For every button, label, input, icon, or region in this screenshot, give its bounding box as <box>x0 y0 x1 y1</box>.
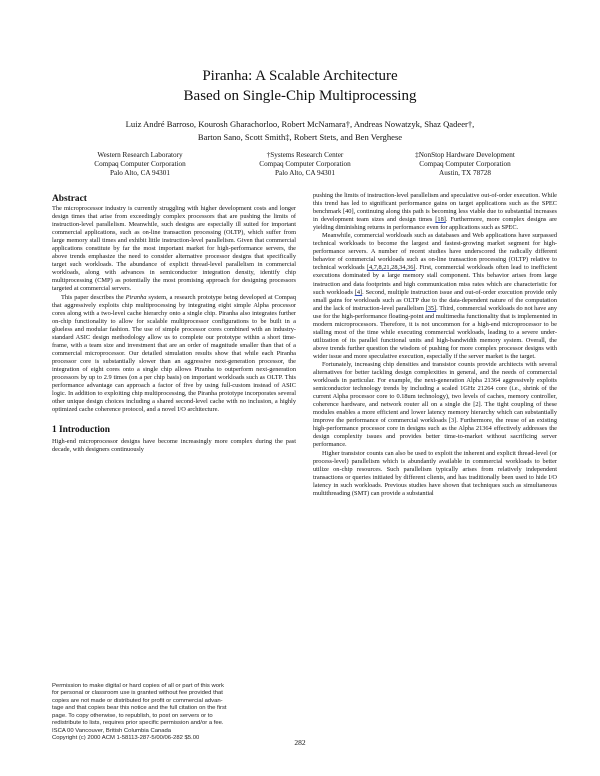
affiliation-nonstop <box>375 151 555 179</box>
affiliation-org: Compaq Computer Corporation <box>259 160 351 169</box>
permission-line: ISCA 00 Vancouver, British Columbia Canada <box>52 727 172 734</box>
text-run: pushing the limits of instruction-level parallelism and speculative out-of-order execution. While this trend has led to significant performance gains on target applications such as the SPEC benchmark [40], continuing along this path is becoming less viable due to substantial increases in development team sizes and design times <box>313 192 557 224</box>
affiliations <box>40 151 560 181</box>
abstract-paragraph-1: The microprocessor industry is currently struggling with higher development costs and longer design times that arise from exceedingly complex processors that are pushing the limits of instruction-level parallelism. Meanwhile, such designs are especially ill suited for important commercial applications, such as on-line transaction processing (OLTP), which suffer from large memory stall times and exhibit little instruction-level parallelism. Given that commercial applications constitute by far the most important market for high-performance servers, the above trends emphasize the need to consider alternative processor designs that specifically target such workloads. The abundance of explicit thread-level parallelism in commercial workloads, along with advances in semiconductor integration density, identify chip multiprocessing (CMP) as potentially the most promising approach for designing processors targeted at commercial servers. <box>52 205 296 293</box>
affiliation-name: ‡NonStop Hardware Development <box>415 151 515 159</box>
text-run: . Second, multiple instruction issue and out-of-order execution provide only small gains for workloads such as OLTP due to the data-dependent nature of the computation and the lack of instruction-level parallelism <box>313 288 558 312</box>
abstract-paragraph-2 <box>52 294 296 415</box>
right-paragraph-1 <box>313 192 557 232</box>
permission-line: page. To copy otherwise, to republish, to post on servers or to <box>52 712 213 719</box>
text-run: . First, commercial workloads often lead to inefficient executions dominated by a large memory stall component. This behavior arises from large instruction and data footprints and high communication miss rates which are characteristic for such workloads <box>313 264 558 296</box>
affiliation-city: Palo Alto, CA 94301 <box>275 169 335 178</box>
affiliation-name: Western Research Laboratory <box>97 151 183 159</box>
introduction-paragraph-1: High-end microprocessor designs have become increasingly more complex during the past decade, with designers continuously <box>52 438 296 454</box>
abstract-heading: Abstract <box>52 194 87 204</box>
citation-link[interactable]: [18] <box>435 216 446 224</box>
text-run: . Furthermore, more complex designs are yielding diminishing returns in performance even for applications such as SPEC. <box>313 216 557 232</box>
text-run: . Third, commercial workloads do not have any use for the high-performance floating-point and multimedia functionality that is implemented in modern microprocessors. Therefore, it is not uncommon for a high-end microprocessor to be stalling most of the time while executing commercial workloads, leading to a severe under-utilization of its parallel functional units and high-bandwidth memory system. Overall, the above trends further question the wisdom of pushing for more complex processor designs with wider issue and more speculative execution, especially if the server market is the target. <box>313 304 557 360</box>
citation-link[interactable]: [4] <box>354 288 363 296</box>
affiliation-src <box>215 151 395 179</box>
title-line-2: Based on Single-Chip Multiprocessing <box>183 88 417 104</box>
affiliation-org: Compaq Computer Corporation <box>94 160 186 169</box>
text-run: Meanwhile, commercial workloads such as databases and Web applications have surpassed technical workloads to become the largest and fastest-growing market segment for high-performance servers. A number of recent studies have underscored the radically different behavior of commercial workloads such as on-line transaction processing (OLTP) relative to technical workloads <box>313 232 557 272</box>
affiliation-org: Compaq Computer Corporation <box>419 160 511 169</box>
affiliation-city: Palo Alto, CA 94301 <box>110 169 170 178</box>
right-paragraph-4: Higher transistor counts can also be used to exploit the inherent and explicit thread-level (or process-level) parallelism which is abundantly available in commercial workloads to better utilize on-chip resources. Such parallelism typically arises from relatively independent transactions or queries initiated by different clients, and has traditionally been used to hide I/O latency in such workloads. Previous studies have shown that techniques such as simultaneous multithreading (SMT) can provide a substantial <box>313 449 557 497</box>
permission-line: Permission to make digital or hard copies of all or part of this work <box>52 683 224 689</box>
permission-line: redistribute to lists, requires prior specific permission and/or a fee. <box>52 720 224 727</box>
permission-line: tage and that copies bear this notice and the full citation on the first <box>52 705 227 712</box>
author-list <box>40 118 560 144</box>
permission-line: for personal or classroom use is granted without fee provided that <box>52 690 223 697</box>
left-column <box>52 193 296 454</box>
title-line-1: Piranha: A Scalable Architecture <box>202 68 398 84</box>
authors-line-1: Luiz André Barroso, Kourosh Gharachorloo, Robert McNamara†, Andreas Nowatzyk, Shaz Qadeer†, <box>125 119 475 129</box>
citation-link[interactable]: [4,7,8,21,28,34,36] <box>366 264 416 272</box>
text-run: This paper describes the <box>61 293 126 301</box>
introduction-heading: 1 Introduction <box>52 425 110 436</box>
permission-notice <box>52 683 297 743</box>
page-number: 282 <box>294 738 306 747</box>
text-run: system, a research prototype being developed at Compaq that aggressively exploits chip multiprocessing by integrating eight simple Alpha processor cores along with a two-level cache hierarchy onto a single chip. Piranha also integrates further on-chip functionality to allow for scalable multiprocessor configurations to be built in a glueless and modular fashion. The use of simple processor cores combined with an industry-standard ASIC design methodology allow us to complete our prototype within a short time-frame, with a team size and investment that are an order of magnitude smaller than that of a commercial microprocessor. Our detailed simulation results show that while each Piranha processor core is substantially slower than an aggressive next-generation processor, the integration of eight cores onto a single chip allows Piranha to outperform next-generation processors by up to 2.9 times (on a per chip basis) on important workloads such as OLTP. This performance advantage can approach a factor of five by using full-custom instead of ASIC logic. In addition to exploiting chip multiprocessing, the Piranha prototype incorporates several other unique design choices including a shared second-level cache with no inclusion, a highly optimized cache coherence protocol, and a novel I/O architecture. <box>52 293 296 414</box>
paper-title <box>0 66 600 106</box>
permission-line: copies are not made or distributed for profit or commercial advan- <box>52 697 223 704</box>
system-name: Piranha <box>125 293 147 301</box>
citation-link[interactable]: [35] <box>425 304 437 312</box>
permission-line: Copyright (c) 2000 ACM 1-58113-287-5/00/06-282 $5.00 <box>52 735 200 742</box>
right-paragraph-2 <box>313 232 557 361</box>
affiliation-wrl <box>50 151 230 179</box>
affiliation-city: Austin, TX 78728 <box>439 169 491 178</box>
right-paragraph-3: Fortunately, increasing chip densities and transistor counts provide architects with several alternatives for better tackling design complexities in general, and the needs of commercial workloads in particular. For example, the next-generation Alpha 21364 aggressively exploits semiconductor technology trends by including a scaled 1GHz 21264 core (i.e., shrink of the current Alpha processor core to 0.18um technology), two levels of caches, memory controller, coherence hardware, and network router all on a single die [2]. The tight coupling of these modules enables a more efficient and lower latency memory hierarchy which can substantially improve the performance of commercial workloads [3]. Furthermore, the reuse of an existing high-performance processor core in designs such as the Alpha 21364 effectively addresses the design complexity issues and provides better time-to-market without sacrificing server performance. <box>313 360 557 449</box>
right-column <box>313 192 557 498</box>
affiliation-name: †Systems Research Center <box>266 151 344 159</box>
authors-line-2: Barton Sano, Scott Smith‡, Robert Stets, and Ben Verghese <box>197 132 403 142</box>
